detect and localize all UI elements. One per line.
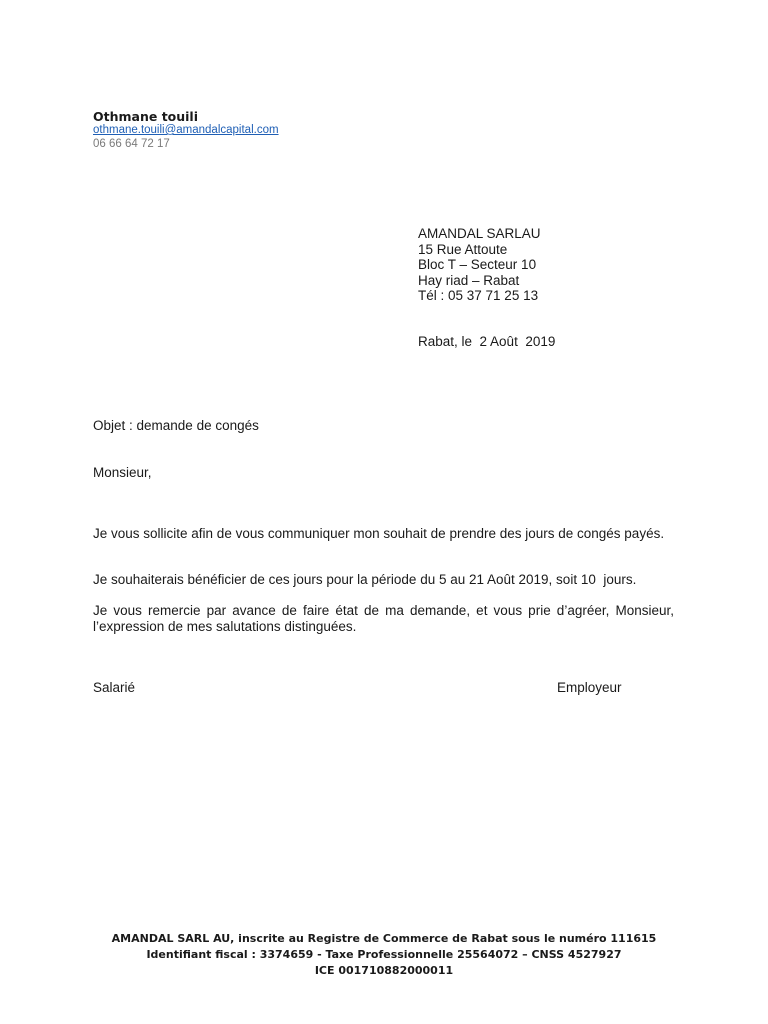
body-paragraph-request: Je vous sollicite afin de vous communiquer mon souhait de prendre des jours de congés payés.: [93, 526, 665, 541]
letter-subject: Objet : demande de congés: [93, 418, 259, 433]
recipient-address-line3: Hay riad – Rabat: [418, 272, 520, 288]
recipient-phone: Tél : 05 37 71 25 13: [418, 288, 539, 303]
sender-name: Othmane touili: [93, 109, 199, 124]
company-footer: [0, 931, 768, 979]
recipient-address-line1: 15 Rue Attoute: [418, 241, 508, 257]
sender-email-link[interactable]: othmane.touili@amandalcapital.com: [93, 124, 279, 136]
sender-phone: 06 66 64 72 17: [93, 138, 170, 150]
body-paragraph-closing: Je vous remercie par avance de faire état de ma demande, et vous prie d’agréer, Monsieur, l’expression de mes salutations distinguées.: [93, 603, 674, 634]
footer-ice: ICE 001710882000011: [314, 964, 454, 977]
letter-date: Rabat, le 2 Août 2019: [418, 334, 556, 349]
footer-tax-ids: Identifiant fiscal : 3374659 - Taxe Professionnelle 25564072 – CNSS 4527927: [146, 948, 622, 961]
footer-registration: AMANDAL SARL AU, inscrite au Registre de Commerce de Rabat sous le numéro 111615: [111, 932, 657, 945]
signature-employer-label: Employeur: [557, 680, 622, 695]
recipient-company: AMANDAL SARLAU: [418, 226, 541, 241]
recipient-address-block: [418, 226, 541, 304]
signature-employee-label: Salarié: [93, 680, 136, 695]
letter-salutation: Monsieur,: [93, 465, 152, 480]
body-paragraph-period: Je souhaiterais bénéficier de ces jours pour la période du 5 au 21 Août 2019, soit 10 jours.: [93, 572, 637, 587]
recipient-address-line2: Bloc T – Secteur 10: [418, 257, 537, 272]
